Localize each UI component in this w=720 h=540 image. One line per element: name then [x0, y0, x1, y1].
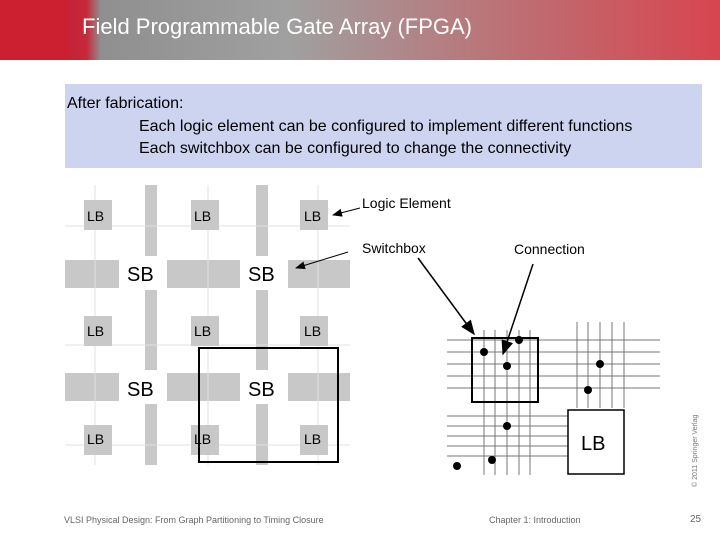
lb-label: LB: [304, 323, 322, 339]
footer-chapter: Chapter 1: Introduction: [489, 515, 581, 525]
info-line-1: After fabrication:: [67, 95, 184, 112]
page-title: Field Programmable Gate Array (FPGA): [82, 14, 473, 39]
lb-label: LB: [194, 208, 212, 224]
sb-label: SB: [127, 264, 154, 286]
lb-label: LB: [304, 208, 322, 224]
callout-switchbox: Switchbox: [362, 240, 426, 256]
sb-label: SB: [248, 264, 275, 286]
footer-book-title: VLSI Physical Design: From Graph Partitioning to Timing Closure: [64, 515, 324, 525]
page-number: 25: [690, 514, 702, 525]
lb-label: LB: [87, 208, 105, 224]
lb-label: LB: [87, 323, 105, 339]
callout-logic-element: Logic Element: [362, 195, 451, 211]
lb-label: LB: [194, 431, 212, 447]
info-line-2: Each logic element can be configured to implement different functions: [139, 118, 633, 135]
logic-element-arrow: [333, 208, 360, 215]
sb-label: SB: [127, 379, 154, 401]
zoom-lb-label: LB: [581, 433, 606, 455]
lb-label: LB: [194, 323, 212, 339]
switchbox-zoom-arrow: [418, 258, 474, 334]
lb-label: LB: [304, 431, 322, 447]
zoom-horizontal-wires: [447, 340, 660, 456]
copyright-notice: © 2011 Springer Verlag: [692, 414, 699, 487]
info-line-3: Each switchbox can be configured to change the connectivity: [139, 140, 572, 157]
lb-label: LB: [87, 431, 105, 447]
callout-connection: Connection: [514, 241, 585, 257]
sb-label: SB: [248, 379, 275, 401]
